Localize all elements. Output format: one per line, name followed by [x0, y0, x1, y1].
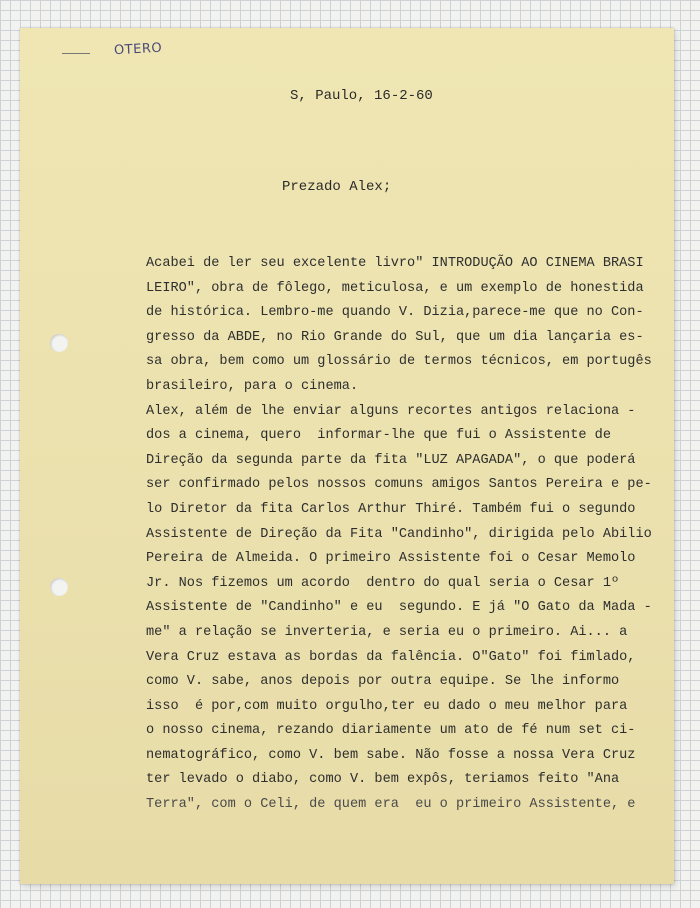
- body-line: gresso da ABDE, no Rio Grande do Sul, que um dia lançaria es-: [146, 329, 644, 345]
- body-line: Acabei de ler seu excelente livro" INTRODUÇÃO AO CINEMA BRASI: [146, 256, 644, 271]
- body-line: Terra", com o Celi, de quem era eu o primeiro Assistente, e: [146, 797, 636, 813]
- body-line: de histórica. Lembro-me quando V. Dizia,parece-me que no Con-: [146, 305, 644, 321]
- body-line: Jr. Nos fizemos um acordo dentro do qual seria o Cesar 1º: [146, 575, 620, 591]
- body-line: LEIRO", obra de fôlego, meticulosa, e um exemplo de honestida: [146, 280, 644, 296]
- letter-body: [146, 252, 652, 818]
- body-line: dos a cinema, quero informar-lhe que fui o Assistente de: [146, 428, 611, 444]
- body-line: isso é por,com muito orgulho,ter eu dado o meu melhor para: [146, 698, 628, 714]
- pencil-mark: [62, 53, 90, 54]
- body-line: me" a relação se inverteria, e seria eu o primeiro. Ai... a: [146, 624, 628, 640]
- body-line: Assistente de Direção da Fita "Candinho", dirigida pelo Abilio: [146, 526, 652, 542]
- handwritten-annotation: OTERO: [113, 40, 163, 59]
- body-line: como V. sabe, anos depois por outra equipe. Se lhe informo: [146, 674, 620, 690]
- body-line: ter levado o diabo, como V. bem expôs, teriamos feito "Ana: [146, 772, 620, 788]
- body-line: Pereira de Almeida. O primeiro Assistente foi o Cesar Memolo: [146, 551, 636, 567]
- body-line: lo Diretor da fita Carlos Arthur Thiré. Também fui o segundo: [146, 501, 636, 517]
- punch-hole: [50, 334, 68, 352]
- body-line: nematográfico, como V. bem sabe. Não fosse a nossa Vera Cruz: [146, 747, 636, 763]
- body-line: Vera Cruz estava as bordas da falência. O"Gato" foi fimlado,: [146, 649, 636, 665]
- body-line: sa obra, bem como um glossário de termos técnicos, em portugês: [146, 354, 652, 370]
- salutation: Prezado Alex;: [282, 179, 392, 195]
- punch-hole: [50, 578, 68, 596]
- body-line: brasileiro, para o cinema.: [146, 378, 359, 394]
- body-line: Alex, além de lhe enviar alguns recortes antigos relaciona -: [146, 403, 636, 419]
- letter-page: [20, 28, 674, 884]
- body-line: Direção da segunda parte da fita "LUZ APAGADA", o que poderá: [146, 452, 636, 468]
- body-line: o nosso cinema, rezando diariamente um ato de fé num set ci-: [146, 723, 636, 739]
- body-line: ser confirmado pelos nossos comuns amigos Santos Pereira e pe-: [146, 477, 652, 493]
- date-line: S, Paulo, 16-2-60: [290, 88, 433, 104]
- body-line: Assistente de "Candinho" e eu segundo. E já "O Gato da Mada -: [146, 600, 652, 616]
